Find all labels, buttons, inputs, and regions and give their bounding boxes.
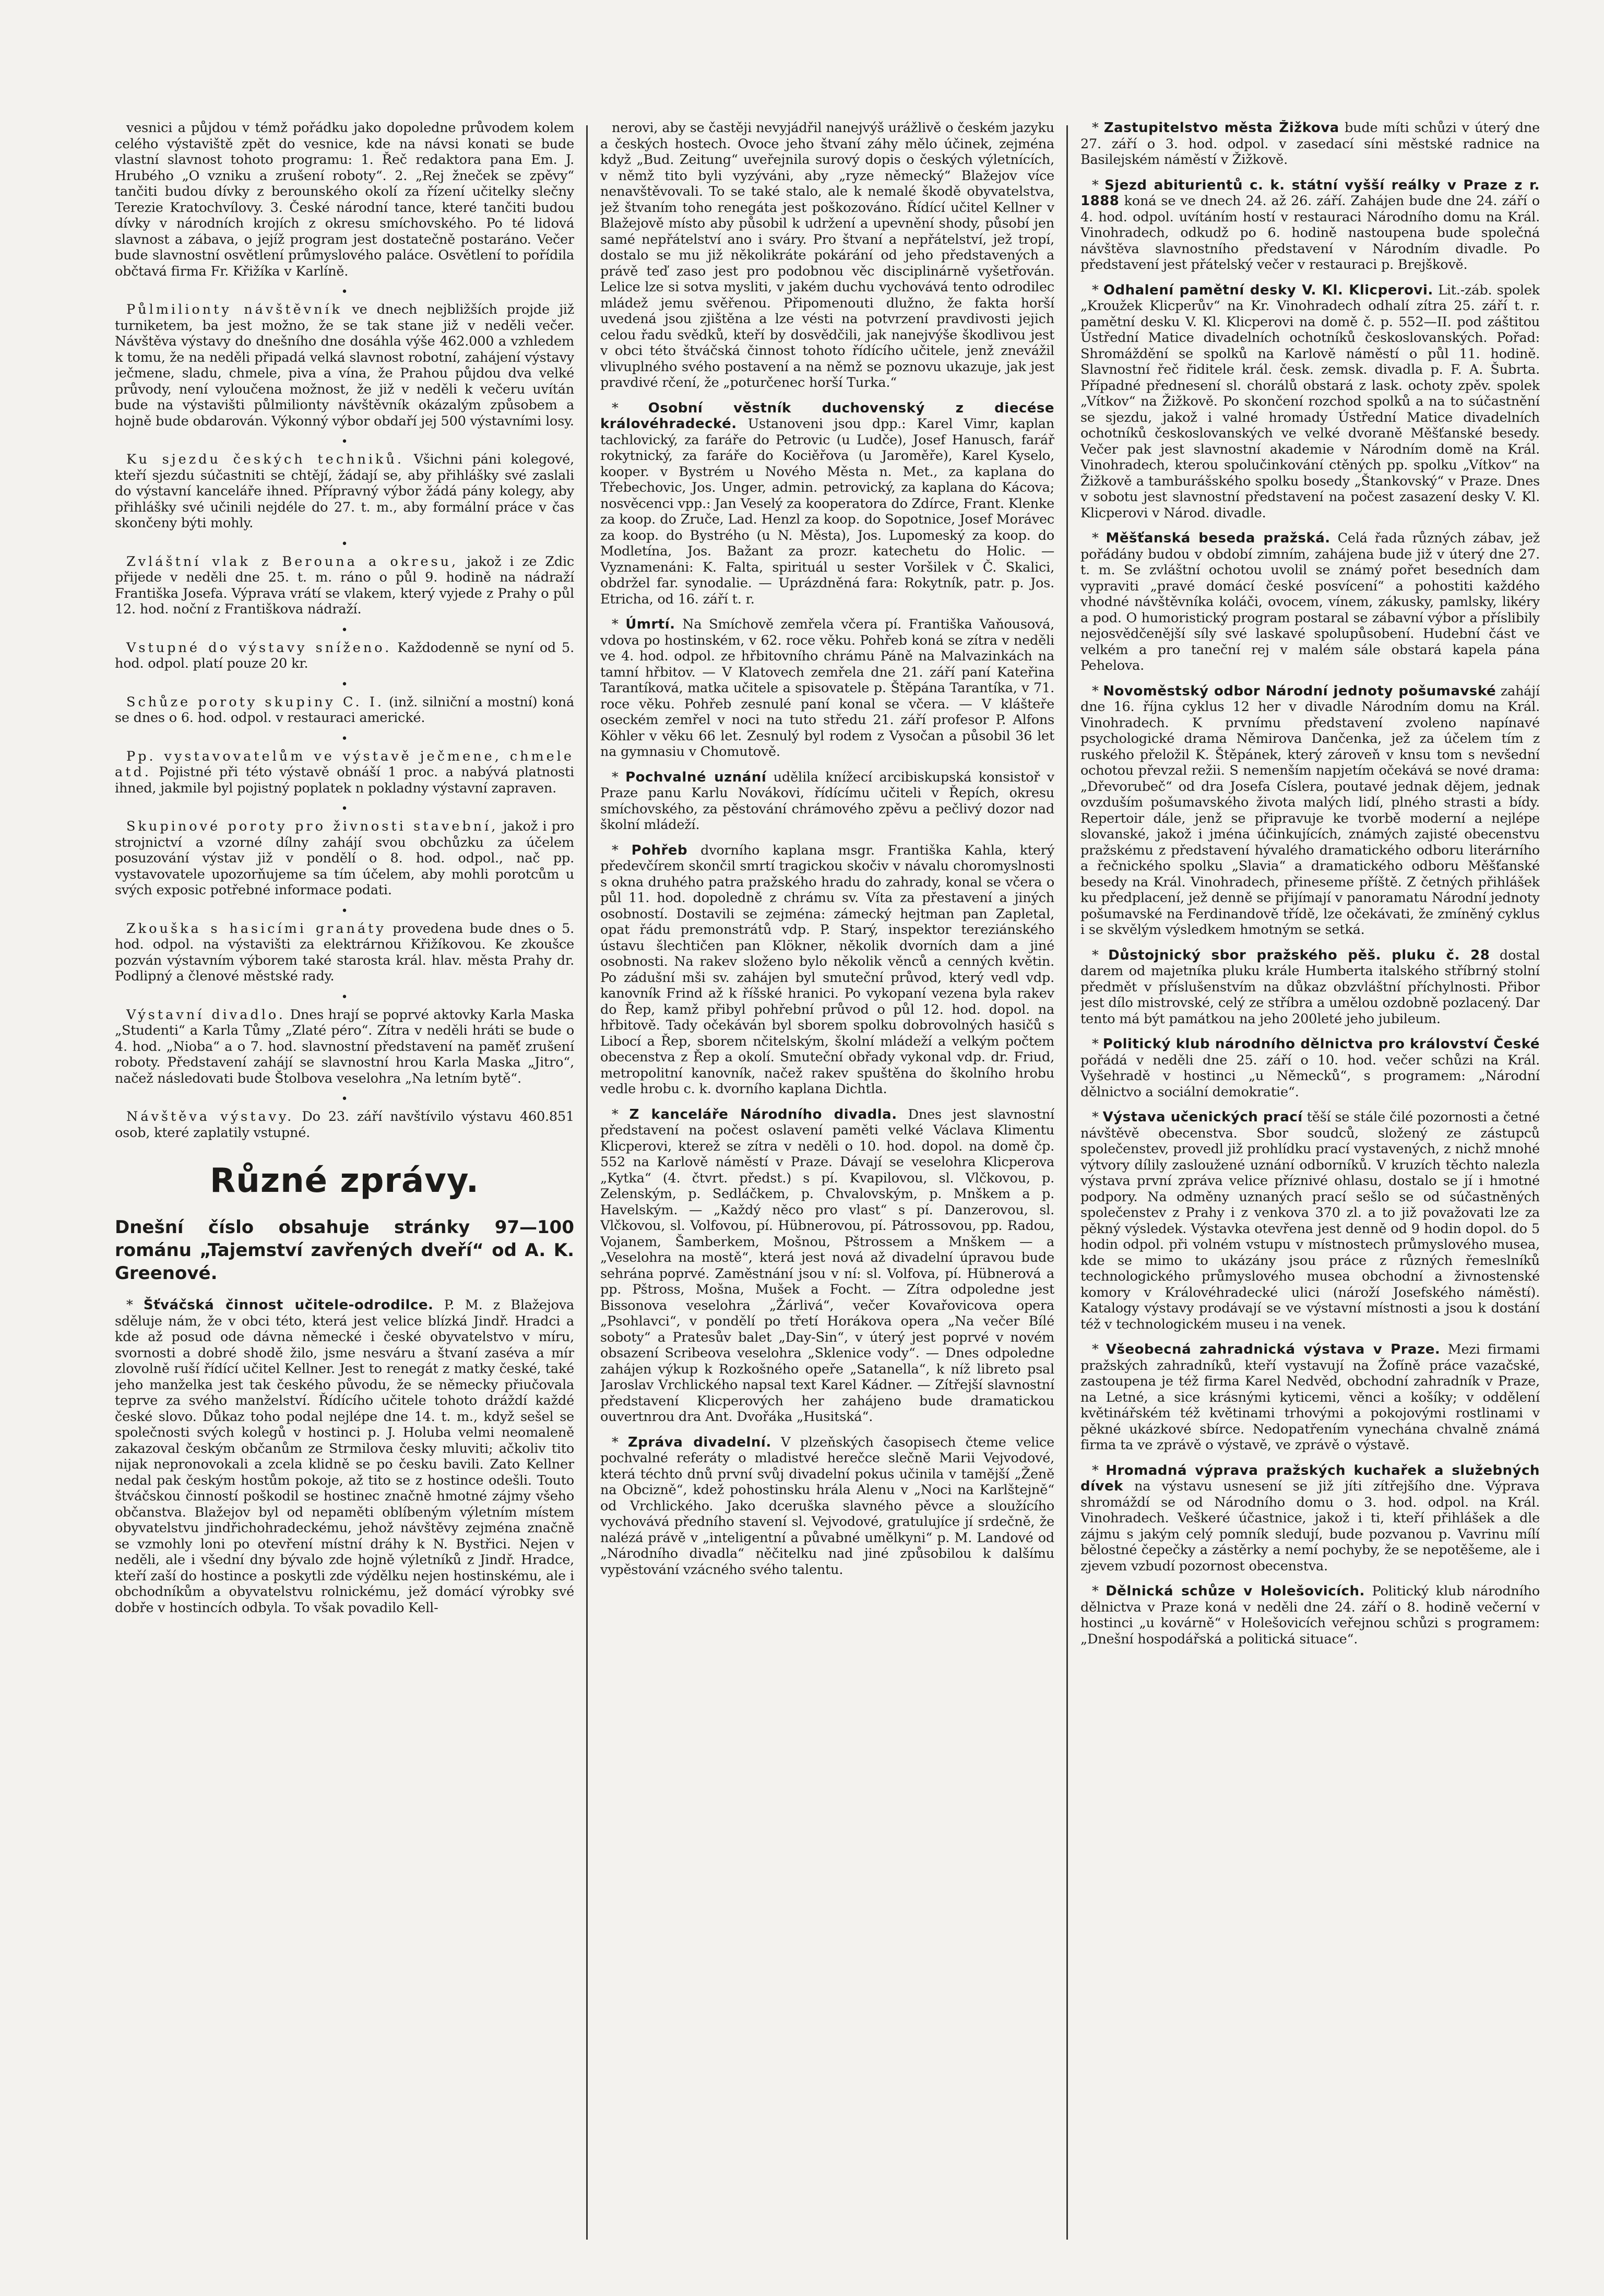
asterisk-marker: * xyxy=(612,842,632,858)
article-text: nerovi, aby se častěji nevyjádřil nanejvýš urážlivě o českém jazyku a českých hostech. Ovoce jeho štvaní záhy mělo účinek, zejména když „Bud. Zeitung“ uveřejnila surový dopis o českých výletnících, v němž tito byli vyzýváni, aby „ryze německý“ Blažejov více nenavštěvovali. To se také stalo, ale k nemalé škodě obyvatelstva, jež štvaním toho renegáta jest poškozováno. Řídící učitel Kellner v Blažejově místo aby působil k udržení a upevnění shody, působí jen samé nepřátelství ano i sváry. Pro štvaní a nepřátelství, jež tropí, dostalo se mu již několikráte pokárání od jeho představených a právě teď zaso jest pro podobnou věc disciplinárně vyšetřován. Lelice lze si sotva mysliti, v jakém duchu vychovává tento odrodilec mládež jemu svěřenou. Připomenouti dlužno, že fakta horší uvedená jsou zjištěna a lze vésti na potvrzení pravdivosti jejich celou řadu svědků, kteří by dosvědčili, jak nanejvýše škodlivou jest v obci této štváčská činnost tohoto řídícího učitele, jenž znevážil vlivuplného svého postavení a na němž se poznovu ukazuje, jak jest pravdivé rčení, že „poturčenec horší Turka.“ xyxy=(600,120,1054,390)
article-text: jakož i ze Zdic přijede v neděli dne 25. t. m. ráno o půl 9. hodině na nádraží Františka Josefa. Výprava vrátí se vlakem, který vyjede z Prahy o půl 12. hod. noční z Františkova nádraží. xyxy=(115,553,574,617)
asterisk-marker: * xyxy=(1092,177,1105,193)
column-1-news xyxy=(115,1297,574,1616)
article-paragraph xyxy=(115,694,574,726)
asterisk-marker: * xyxy=(1092,1462,1106,1478)
column-2 xyxy=(600,120,1054,2250)
article-paragraph xyxy=(600,843,1054,1097)
article-text: Celá řada různých zábav, jež pořádány budou v období zimním, zahájena bude již v úterý dne 27. t. m. Se zvláštní ochotou uvolil se známý pořet besedních dam vypraviti „pravé domácí české posvícení“ a pohostiti každého vhodné návštěvníka koláči, ovocem, vínem, zákusky, pamlsky, likéry a pod. O humoristický program postaral se zábavní výbor a příslibily nejosvědčenější síly své laskavé spolupůsobení. Hudební část ve velkém a pro taneční rej v malém sále obstará kapela pána Pehelova. xyxy=(1080,530,1540,673)
article-text: V plzeňských časopisech čteme velice pochvalné referáty o mladistvé herečce slečně Marii Vejvodové, která téchto dnů první svůj divadelní pokus učinila v tamější „Ženě na Obcizně“, kdež pohostinsku hrála Alenu v „Noci na Karlštejně“ od Vrchlického. Jako dceruška slavného pěvce a sloužícího vychovává předního stavení sl. Vejvodové, gratulujíce jí srdečně, že nalézá právě v „inteligentní a půvabné umělkyni“ p. M. Landové od „Národního divadla“ něčitelku nad jiné způsobilou k dalšímu vypěstování vzácného svého talentu. xyxy=(600,1434,1054,1578)
article-paragraph xyxy=(115,749,574,797)
article-lead: Zvláštní vlak z Berouna a okresu, xyxy=(126,553,459,570)
article-text: P. M. z Blažejova sděluje nám, že v obci této, která jest velice blízká Jindř. Hradci a kde až posud ode dávna německé i české obyvatelstvo v míru, svornosti a dobré shodě žilo, jsme nesváru a štvaní zaséva a mír zlovolně ruší řídící učitel Kellner. Jest to renegát z matky české, také jeho manželka jest tak českého původu, že se německy přiučovala teprve za svého manželství. Řídícího učitele tohoto dráždí každé české slovo. Důkaz toho podal nejlépe dne 14. t. m., když sešel se společnosti svých kolegů v hostinci p. J. Holuba velmi neomaleně zakazoval českým občanům ze Strmilova česky mluviti; ačkoliv tito nijak nepronovokali a zcela klidně se po česku bavili. Zato Kellner nedal pak českým hostům pokoje, až tito se z hostince odešli. Touto štváčskou činností poškodil se hostinec značně hmotné zájmy všeho občanstva. Blažejov byl od nepaměti oblíbeným výletním místem obyvatelstvu jindřichohradeckému, jehož návštěvy zejména značně se vzmohly loni po otevření místní dráhy k N. Bystřici. Nejen v neděli, ale i všední dny bývalo zde hojně výletníků z Jindř. Hradce, kteří zaší do hostince a poskytli zde výdělku nejen hostinskému, ale i obchodníkům a obyvatelstvu rolnickému, jež domácí výrobky své dobře v hostincích odbyla. To však povadilo Kell- xyxy=(115,1297,574,1616)
article-lead: Sjezd abiturientů c. k. státní vyšší reálky v Praze z r. 1888 xyxy=(1080,177,1540,209)
article-paragraph xyxy=(1080,1583,1540,1647)
column-3 xyxy=(1080,120,1540,2250)
article-lead: Ku sjezdu českých techniků. xyxy=(126,452,405,467)
article-paragraph xyxy=(1080,1342,1540,1453)
column-1-articles xyxy=(115,120,574,1141)
article-paragraph xyxy=(1080,1109,1540,1332)
separator-star: • xyxy=(341,802,348,815)
article-text: dostal darem od majetníka pluku krále Humberta italského stříbrný stolní předmět v příslušenstvím na důkaz obzvláštní příchylnosti. Přibor jest dílo mistrovské, celý ze stříbra a umělou ozdobně pozlacený. Dar tento má být památkou na jeho 200leté jeho jubileum. xyxy=(1080,947,1540,1027)
article-lead: Hromadná výprava pražských kuchařek a služebných dívek xyxy=(1080,1462,1540,1494)
article-paragraph xyxy=(115,921,574,985)
separator-star: • xyxy=(341,537,348,551)
article-lead: Důstojnický sbor pražského pěš. pluku č. 28 xyxy=(1108,947,1490,963)
article-text: koná se ve dnech 24. až 26. září. Zahájen bude dne 24. září o 4. hod. odpol. uvítáním hostí v restauraci Národního domu na Král. Vinohradech, odkudž po 6. hodině nastoupena bude společná návštěva slavnostního představení v Národním divadle. Po představení jest přátelský večer v restauraci p. Brejškově. xyxy=(1080,193,1540,273)
column-2-articles xyxy=(600,120,1054,1578)
asterisk-marker: * xyxy=(1092,1342,1106,1357)
article-lead: Zkouška s hasicími granáty xyxy=(126,920,386,937)
article-paragraph xyxy=(1080,1463,1540,1575)
article-text: provedena bude dnes o 5. hod. odpol. na výstavišti za elektrárnou Křižíkovou. Ke zkoušce pozván výstavním výborem také starosta král. hlav. města Prahy dr. Podlipný a členové městské rady. xyxy=(115,920,574,984)
article-text: Všichni páni kolegové, kteří sjezdu súčastniti se chtějí, žádají se, aby přihlášky své zaslali do výstavní kanceláře ihned. Přípravný výbor žádá pány kolegy, aby přihlášky své učinili nejdéle do 27. t. m., aby formální práce v čas skončeny býti mohly. xyxy=(115,452,574,531)
article-paragraph xyxy=(1080,120,1540,168)
article-lead: Schůze poroty skupiny C. I. xyxy=(126,694,384,710)
article-text: Do 23. září navštívilo výstavu 460.851 osob, které zaplatily vstupné. xyxy=(115,1109,574,1141)
article-text: Mezi firmami pražských zahradníků, kteří vystavují na Žofíně práce vazačské, zastoupena je též firma Karel Nedvěd, obchodní zahradník v Praze, na Letné, a sice krásnými kyticemi, věnci a košíky; v oddělení květinářském též květinami trhovými a pokojovými rostlinami v pěkné ukázkové sbírce. Nedopatřením vynechána chvalně známá firma ta ve zprávě o výstavě, ve zprávě o výstavě. xyxy=(1080,1342,1540,1453)
article-text: ve dnech nejbližších projde již turniketem, ba jest možno, že se tak stane již v neděli večer. Návštěva výstavy do dnešního dne dosáhla výše 462.000 a vzhledem k tomu, že na neděli připadá velká slavnost robotní, zahájení výstavy ječmene, sladu, chmele, piva a vína, že Prahou půjdou dva velké průvody, není vyloučena možnost, že již v neděli k večeru uvítán bude na výstavišti půlmilionty návštěvník okázalým způsobem a hojně bude obdarován. Výkonný výbor obdaří jej 500 výstavními losy. xyxy=(115,302,574,429)
article-paragraph xyxy=(600,770,1054,833)
article-text: na výstavu usnesení se již jíti zítřejšího dne. Výprava shromáždí se od Národního domu o 3. hod. odpol. na Král. Vinohradech. Veškeré účastnice, jakož i ti, kteří přihlášek a dle zájmu s jakým celý pomník sledují, bude pozvanou p. Vavrinu mílí bělostné čepečky a zástěrky a nemí pochyby, že se nepotěšeme, ale i zjevem vzbudí pozornost obecenstva. xyxy=(1080,1478,1540,1574)
separator-star: • xyxy=(341,435,348,448)
article-text: zahájí dne 16. října cyklus 12 her v divadle Národním domu na Král. Vinohradech. K prvnímu představení zvoleno napínavé psychologické drama Němirova Dančenka, jež za účelem tím z ruského přeložil K. Štěpánek, který zároveň v knsu tom s nevšední ochotou převzal režii. S nemenším napjetím očekává se nové drama: „Dřevorubeč“ od dra Josefa Císlera, poutavé jednak dějem, jednak ovzduším pošumavského života malých lidí, plného strasti a bídy. Repertoir dále, jenž se připravuje ke tvorbě moderní a nejlépe slovanské, jakož i jména účinkujících, známých zajisté obecenstvu pražskému z představení hývalého dramatického odboru literárního a řečnického spolku „Slavia“ a dramatického odboru Měšťanské besedy na Král. Vinohradech, přineseme příště. Z četných přihlášek ku předplacení, jež denně se přijímají v panoramatu Národní jednoty pošumavské na Ferdinandově třídě, lze očekávati, že zmíněný cyklus i se skvělým výsledkem hmotným se setká. xyxy=(1080,683,1540,938)
article-paragraph xyxy=(600,1107,1054,1425)
article-text: Politický klub národního dělnictva v Praze koná v neděli dne 24. září o 8. hodině večerní v hostinci „u kovárně“ v Holešovicích veřejnou schůzi s programem: „Dnešní hospodářská a politická situace“. xyxy=(1080,1583,1540,1647)
article-text: dvorního kaplana msgr. Františka Kahla, který předevčírem skončil smrtí tragickou skočiv v návalu choromyslnosti s okna druhého patra pražského hradu do zahrady, konal se včera o půl 11. hod. dopoledně z chrámu sv. Víta za přestavení a jiných osobností. Dostavili se zejména: zámecký hejtman pan Zapletal, opat řádu premonstrátů vdp. P. Starý, inspektor tereziánského ústavu šlechtičen pan Klökner, několik dvorních dam a jiné osobnosti. Na rakev složeno bylo několik věnců a cenných květin. Po zádušní mši sv. zahájen byl smuteční průvod, který vedl vdp. kanovník Frind až k říšské hranici. Po vykopaní vezena byla rakev do Řep, kamž přibyl pohřební průvod o půl 12. hod. dopol. na hřbitově. Tady očekáván byl sborem spolku dobrovolných hasičů s Libocí a Řep, sborem nčitelským, školní mládeží a velkým počtem obecenstva z Řep a okolí. Smuteční obřady vykonal vdp. dr. Friud, metropolitní kanovník, načež rakev spuštěna do školního hrobu vedle hrobu c. k. dvorního kaplana Dichtla. xyxy=(600,842,1054,1097)
asterisk-marker: * xyxy=(612,1106,629,1122)
separator-star: • xyxy=(341,732,348,745)
article-text: (inž. silniční a mostní) koná se dnes o 6. hod. odpol. v restauraci americké. xyxy=(115,694,574,726)
article-lead: Pp. vystavovatelům ve výstavě ječmene, chmele atd. xyxy=(115,748,574,780)
article-lead: Osobní věstník duchovenský z diecése královéhradecké. xyxy=(600,400,1054,432)
article-paragraph xyxy=(1080,177,1540,273)
article-lead: Skupinové poroty pro živnosti stavební, xyxy=(126,819,498,834)
section-heading: Různé zprávy. xyxy=(209,1162,480,1200)
article-text: Na Smíchově zemřela včera pí. Františka Vaňousová, vdova po hostinském, v 62. roce věku. Pohřeb koná se zítra v neděli ve 4. hod. odpol. ze hřbitovního chrámu Páně na Malvazinkách na tamní hřbitov. — V Klatovech zemřela dne 21. září paní Kateřina Tarantíková, matka učitele a spisovatele p. Štěpána Tarantíka, v 71. roce věku. Pohřeb zesnulé paní konal se včera. — V klášteře oseckém zemřel v noci na tuto středu 21. září profesor P. Alfons Köhler v věku 66 let. Zesnulý byl rodem z Vysočan a působil 36 let na gymnasiu v Chomutově. xyxy=(600,617,1054,760)
article-paragraph xyxy=(115,302,574,429)
article-lead: Výstavní divadlo. xyxy=(126,1007,286,1023)
article-paragraph xyxy=(600,617,1054,760)
asterisk-marker: * xyxy=(1092,1036,1103,1052)
article-paragraph xyxy=(1080,530,1540,674)
article-text: Lit.-záb. spolek „Kroužek Klicperův“ na Kr. Vinohradech odhalí zítra 25. září t. r. pamětní desku V. Kl. Klicperovi na domě č. p. 552—II. pod záštitou Ústřední Matice divadelních ochotníků českoslovanských. Pořad: Shromáždění se spolků na Karlově náměstí o půl 11. hodině. Slavnostní řeč řiditele král. česk. zemsk. divadla p. F. A. Šubrta. Případné přednesení sl. chorálů obstará z lask. ochoty zpěv. spolek „Vítkov“ na Žižkově. Po skončení rozchod spolků a na to súčastnění se sjezdu, jakož i valné hromady Ústřední Matice divadelních ochotníků českoslovanských ve velké dvoraně Měšťanské besedy. Večer pak jest slavnostní akademie v Národním domě na Král. Vinohradech, kterou spolučinkování ctěných pp. spolku „Vítkov“ na Žižkově a tamburášského spolku bosedy „Štankovský“ v Praze. Dnes v sobotu jest slavnostní představení na počest zasazení desky V. Kl. Klicperovi v Národ. divadle. xyxy=(1080,282,1540,521)
article-lead: Dělnická schůze v Holešovicích. xyxy=(1106,1583,1365,1599)
column-rule xyxy=(586,125,588,2240)
separator-star: • xyxy=(341,1093,348,1106)
article-lead: Výstava učenických prací xyxy=(1102,1109,1303,1125)
article-paragraph xyxy=(1080,1036,1540,1100)
article-lead: Měšťanská beseda pražská. xyxy=(1106,530,1330,546)
article-text: jakož i pro strojnictví a vzorné dílny zahájí svou obchůzku za účelem posuzování výstav již v pondělí o 8. hod. odpol., nač pp. vystavovatele upozorňujeme sa tím účelem, aby mohli porotcům u svých exposic potřebné informace podati. xyxy=(115,819,574,898)
article-paragraph xyxy=(600,120,1054,391)
article-text: Ustanoveni jsou dpp.: Karel Vimr, kaplan tachlovický, za faráře do Petrovic (u Ludče), Josef Hanusch, farář rokytnický, za faráře do Kociěřova (u Jaroměře), Karel Kyselo, kooper. v Bystrém u Nového Města n. Met., za kaplana do Třebechovic, Jos. Unger, admin. petrovický, za kaplana do Kácova; nosvěcenci vpp.: Jan Veselý za kooperatora do Zdírce, Frant. Klenke za koop. do Zruče, Lad. Henzl za koop. do Sopotnice, Josef Morávec za koop. do Bystrého (u N. Města), Jos. Lupomeský za koop. do Modletína, Jos. Bažant za prozr. katechetu do Holic. — Vyznamenáni: K. Falta, spirituál u sester Voršilek v Č. Skalici, obdržel far. synodalie. — Uprázdněná fara: Rokytník, patr. p. Jos. Etricha, od 16. září t. r. xyxy=(600,416,1054,607)
article-paragraph xyxy=(115,1297,574,1616)
article-text: pořádá v neděli dne 25. září o 10. hod. večer schůzi na Král. Vyšehradě v hostinci „u Německů“, s programem: „Národní dělnictvo a sociální demokratie“. xyxy=(1080,1052,1540,1100)
separator-star: • xyxy=(341,990,348,1004)
article-paragraph xyxy=(115,640,574,672)
article-paragraph xyxy=(115,819,574,898)
article-paragraph xyxy=(115,1109,574,1141)
article-lead: Zpráva divadelní. xyxy=(627,1434,771,1450)
asterisk-marker: * xyxy=(1092,1109,1103,1125)
newspaper-page xyxy=(115,120,1561,2250)
article-lead: Pochvalné uznání xyxy=(625,769,767,785)
article-lead: Šťváčská činnost učitele-odrodilce. xyxy=(143,1297,434,1313)
article-lead: Z kanceláře Národního divadla. xyxy=(629,1106,897,1122)
article-paragraph xyxy=(1080,948,1540,1027)
article-paragraph xyxy=(600,1435,1054,1578)
article-paragraph xyxy=(1080,683,1540,938)
asterisk-marker: * xyxy=(1092,282,1103,298)
asterisk-marker: * xyxy=(612,1434,628,1450)
separator-star: • xyxy=(341,904,348,918)
article-lead: Odhalení pamětní desky V. Kl. Klicperovi. xyxy=(1103,282,1433,298)
article-text: vesnici a půjdou v témž pořádku jako dopoledne průvodem kolem celého výstaviště zpět do vesnice, kde na návsi konati se bude vlastní slavnost tohoto programu: 1. Řeč redaktora pana Em. J. Hrubého „O vzniku a zrušení roboty“. 2. „Rej žneček se zpěvy“ tančiti budou dívky z berounského okolí za řízení učitelky slečny Terezie Kratochvílovy. 3. České národní tance, které tančiti budou dívky v národních krojích z okresu smíchovského. Po té lidová slavnost a zábava, o jejíž program jest dostatečně postaráno. Večer bude slavnostní osvětlení průmyslového paláce. Osvětlení to pořídila občtavá firma Fr. Křižíka v Karlíně. xyxy=(115,120,574,279)
article-lead: Úmrtí. xyxy=(625,617,675,632)
separator-star: • xyxy=(341,678,348,691)
article-lead: Vstupné do výstavy sníženo. xyxy=(126,640,392,656)
article-lead: Novoměstský odbor Národní jednoty pošumavské xyxy=(1103,683,1496,699)
article-text: těší se stále čilé pozornosti a četné návštěvě obecenstva. Sbor soudců, složený ze zástupců společenstev, provedl již prohlídku prací vystavených, z nichž mnohé výtvory dílily zasloužené uznání odborníků. V kruzích těchto nalezla výstava první zpráva velice příznivé ohlasu, dostalo se jí i hmotné podpory. Na odměny uznaných prací sešlo se od súčastněných společenstev z Prahy i z venkova 370 zl. a to již považovati lze za pěkný výsledek. Výstavka otevřena jest denně od 9 hodin dopol. do 5 hodin odpol. při volném vstupu v místnostech průmyslového musea, kde se mimo to ukázány jsou práce z různých řemeslníků technologického průmyslového musea obchodní a živnostenské komory v Královéhradecké ulici (nároží Josefského náměstí). Katalogy výstavy prodávají se ve výstavní místnosti a jsou k dostání též v technologickém museu i na venek. xyxy=(1080,1109,1540,1332)
article-paragraph xyxy=(115,1007,574,1087)
article-paragraph xyxy=(115,120,574,279)
asterisk-marker: * xyxy=(1092,683,1103,699)
article-text: bude míti schůzi v úterý dne 27. září o 3. hod. odpol. v zasedací síni městské radnice na Basilejském náměstí v Žižkově. xyxy=(1080,120,1540,168)
novel-notice: Dnešní číslo obsahuje stránky 97—100 románu „Tajemství zavřených dveří“ od A. K. Greenové. xyxy=(115,1217,574,1284)
article-text: Každodenně se nyní od 5. hod. odpol. platí pouze 20 kr. xyxy=(115,640,574,671)
asterisk-marker: * xyxy=(612,769,626,785)
article-text: udělila knížecí arcibiskupská konsistoř v Praze panu Karlu Novákovi, řídícímu učiteli v Řepích, okresu smíchovského, za pěstování chrámového zpěvu a pečlivý dozor nad školní mládeží. xyxy=(600,769,1054,833)
asterisk-marker: * xyxy=(126,1297,144,1313)
asterisk-marker: * xyxy=(1092,1583,1106,1599)
article-lead: Politický klub národního dělnictva pro království České xyxy=(1102,1036,1540,1052)
article-lead: Všeobecná zahradnická výstava v Praze. xyxy=(1106,1342,1441,1357)
separator-star: • xyxy=(341,286,348,299)
article-text: Pojistné při této výstavě obnáší 1 proc. a nabývá platnosti ihned, jakmile byl pojistný poplatek n pokladny výstavní zapraven. xyxy=(115,764,574,796)
article-text: Dnes hrají se poprvé aktovky Karla Maska „Studenti“ a Karla Tůmy „Zlaté péro“. Zítra v neděli hráti se bude o 4. hod. „Nioba“ a o 7. hod. slavnostní představení na paměť zrušení roboty. Představení zahájí se slavnostní hrou Karla Maska „Jitro“, načež následovati bude Štolbova veselohra „Na letním bytě“. xyxy=(115,1007,574,1086)
article-lead: Půlmilionty návštěvník xyxy=(126,302,343,317)
column-3-articles xyxy=(1080,120,1540,1647)
article-lead: Pohřeb xyxy=(631,842,688,858)
separator-star: • xyxy=(341,623,348,637)
asterisk-marker: * xyxy=(612,617,626,632)
article-paragraph xyxy=(115,554,574,618)
article-text: Dnes jest slavnostní představení na počest oslavení paměti velké Václava Klimentu Klicperovi, kterež se zítra v neděli o 10. hod. dopol. na domě čp. 552 na Karlově náměstí v Praze. Dávají se veselohra Klicperova „Kytka“ (4. čtvrt. předst.) s pí. Kvapilovou, sl. Vlčkovou, p. Zelenským, p. Sedláčkem, p. Chvalovským, p. Mnškem a p. Havelským. — „Každý něco pro vlast“ s pí. Danzerovou, sl. Vlčkovou, sl. Volfovou, pí. Hübnerovou, pí. Pátrossovou, pp. Radou, Vojanem, Šamberkem, Mošnou, Pštrossem a Mnškem — a „Veselohra na mostě“, která jest nová až divadelní úpravou bude sehrána poprvé. Zaměstnání jsou v ní: sl. Volfova, pí. Hübnerová a pp. Pštross, Mošna, Mušek a Focht. — Zítra odpoledne jest Bissonova veselohra „Žárlivá“, večer Kovařovicova opera „Psohlavci“, v pondělí po třetí Horákova opera „Na večer Bílé soboty“ a Pratesův balet „Day-Sin“, v úterý jest poprvé v novém obsazení Scribeova veselohra „Sklenice vody“. — Dnes odpoledne zahájen výkup k Rozkošného opeře „Satanella“, k níž libreto psal Jaroslav Vrchlického napsal text Karel Kádner. — Zítřejší slavnostní představení Klicperových her zahájeno bude dramatickou ouvertnrou dra Ant. Dvořáka „Husitská“. xyxy=(600,1106,1054,1425)
asterisk-marker: * xyxy=(1092,120,1104,136)
asterisk-marker: * xyxy=(1092,530,1106,546)
asterisk-marker: * xyxy=(612,400,648,416)
article-lead: Návštěva výstavy. xyxy=(126,1109,294,1125)
asterisk-marker: * xyxy=(1092,947,1109,963)
article-paragraph xyxy=(115,452,574,531)
article-paragraph xyxy=(1080,282,1540,522)
column-rule xyxy=(1066,125,1068,2240)
article-lead: Zastupitelstvo města Žižkova xyxy=(1103,120,1339,136)
column-1 xyxy=(115,120,574,2250)
article-paragraph xyxy=(600,400,1054,608)
